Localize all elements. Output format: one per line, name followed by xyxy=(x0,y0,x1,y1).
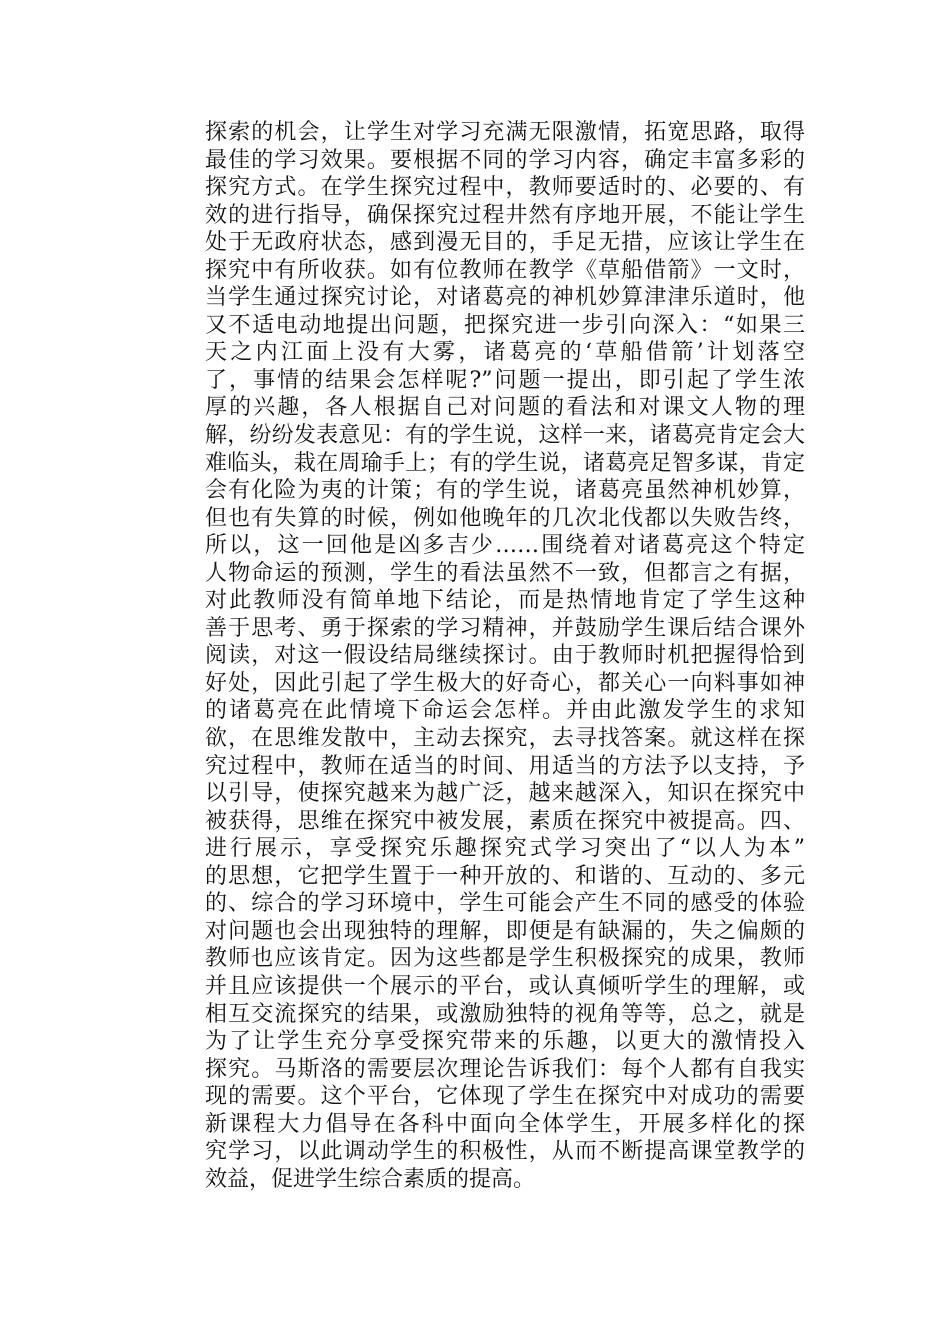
text-line: 进行展示，享受探究乐趣探究式学习突出了“以人为本” xyxy=(205,836,805,862)
text-line: 为了让学生充分享受探究带来的乐趣，以更大的激情投入 xyxy=(205,1029,805,1055)
text-line: 以引导，使探究越来为越广泛，越来越深入，知识在探究中 xyxy=(205,781,805,807)
text-line: 处于无政府状态，感到漫无目的，手足无措，应该让学生在 xyxy=(205,230,805,256)
text-line: 厚的兴趣，各人根据自己对问题的看法和对课文人物的理 xyxy=(205,395,805,421)
text-line: 人物命运的预测，学生的看法虽然不一致，但都言之有据， xyxy=(205,560,805,586)
text-line: 究过程中，教师在适当的时间、用适当的方法予以支持，予 xyxy=(205,753,805,779)
text-line: 探究。马斯洛的需要层次理论告诉我们：每个人都有自我实 xyxy=(205,1056,805,1082)
text-line: 欲，在思维发散中，主动去探究，去寻找答案。就这样在探 xyxy=(205,726,805,752)
text-line: 又不适电动地提出问题，把探究进一步引向深入：“如果三 xyxy=(205,312,805,338)
text-line: 难临头，栽在周瑜手上；有的学生说，诸葛亮足智多谋，肯定 xyxy=(205,450,805,476)
text-line: 教师也应该肯定。因为这些都是学生积极探究的成果，教师 xyxy=(205,946,805,972)
text-line: 天之内江面上没有大雾，诸葛亮的‘草船借箭’计划落空 xyxy=(205,340,805,366)
text-line: 对此教师没有简单地下结论，而是热情地肯定了学生这种 xyxy=(205,588,805,614)
text-line: 现的需要。这个平台，它体现了学生在探究中对成功的需要 xyxy=(205,1084,805,1110)
text-line: 的诸葛亮在此情境下命运会怎样。并由此激发学生的求知 xyxy=(205,698,805,724)
text-line: 好处，因此引起了学生极大的好奇心，都关心一向料事如神 xyxy=(205,670,805,696)
text-line: 最佳的学习效果。要根据不同的学习内容，确定丰富多彩的 xyxy=(205,147,805,173)
text-line: 所以，这一回他是凶多吉少……围绕着对诸葛亮这个特定 xyxy=(205,533,805,559)
text-line: 善于思考、勇于探索的学习精神，并鼓励学生课后结合课外 xyxy=(205,615,805,641)
text-line: 探究方式。在学生探究过程中，教师要适时的、必要的、有 xyxy=(205,175,805,201)
text-line: 究学习，以此调动学生的积极性，从而不断提高课堂教学的 xyxy=(205,1139,805,1165)
text-line: 效的进行指导，确保探究过程井然有序地开展，不能让学生 xyxy=(205,202,805,228)
text-line: 被获得，思维在探究中被发展，素质在探究中被提高。四、 xyxy=(205,808,805,834)
text-line: 当学生通过探究讨论，对诸葛亮的神机妙算津津乐道时，他 xyxy=(205,285,805,311)
text-line: 会有化险为夷的计策；有的学生说，诸葛亮虽然神机妙算， xyxy=(205,478,805,504)
text-line: 新课程大力倡导在各科中面向全体学生，开展多样化的探 xyxy=(205,1111,805,1137)
text-line: 相互交流探究的结果，或激励独特的视角等等，总之，就是 xyxy=(205,1001,805,1027)
text-line: 了，事情的结果会怎样呢?”问题一提出，即引起了学生浓 xyxy=(205,367,805,393)
text-line: 阅读，对这一假设结局继续探讨。由于教师时机把握得恰到 xyxy=(205,643,805,669)
text-line: 对问题也会出现独特的理解，即便是有缺漏的，失之偏颇的 xyxy=(205,918,805,944)
text-line: 的思想，它把学生置于一种开放的、和谐的、互动的、多元 xyxy=(205,863,805,889)
text-line: 解，纷纷发表意见：有的学生说，这样一来，诸葛亮肯定会大 xyxy=(205,423,805,449)
text-line: 但也有失算的时候，例如他晚年的几次北伐都以失败告终， xyxy=(205,505,805,531)
text-line: 探索的机会，让学生对学习充满无限激情，拓宽思路，取得 xyxy=(205,120,805,145)
text-line-last: 效益，促进学生综合素质的提高。 xyxy=(205,1166,536,1192)
text-line: 探究中有所收获。如有位教师在教学《草船借箭》一文时， xyxy=(205,257,805,283)
text-line: 的、综合的学习环境中，学生可能会产生不同的感受的体验 xyxy=(205,891,805,917)
body-text xyxy=(205,119,805,1193)
text-line: 并且应该提供一个展示的平台，或认真倾听学生的理解，或 xyxy=(205,973,805,999)
